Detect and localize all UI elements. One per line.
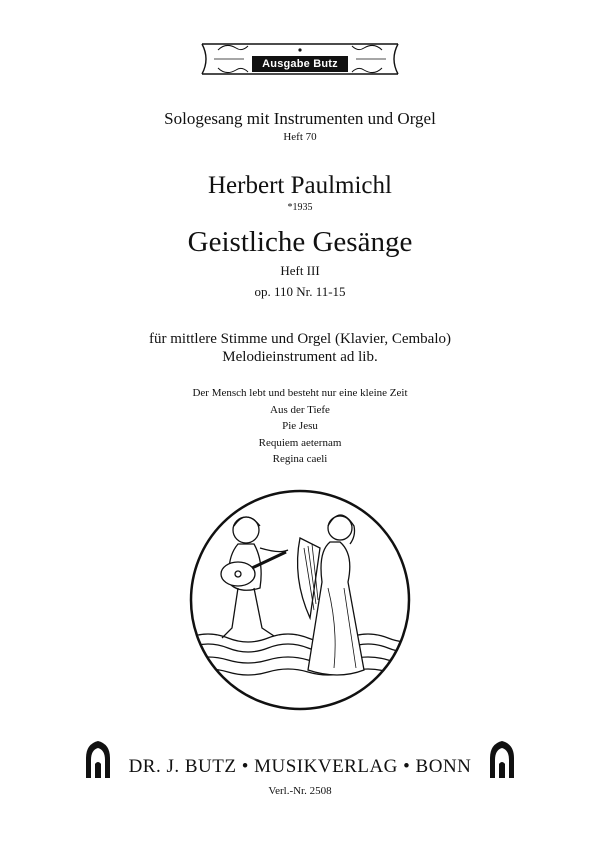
- contents-list: [0, 385, 600, 468]
- contents-item: Pie Jesu: [282, 420, 318, 432]
- banner-label: Ausgabe Butz: [252, 56, 348, 72]
- scoring-line: für mittlere Stimme und Orgel (Klavier, Cembalo): [149, 331, 451, 347]
- series-volume: Heft 70: [283, 131, 317, 143]
- opus-number: op. 110 Nr. 11-15: [254, 284, 346, 299]
- catalog-number: Verl.-Nr. 2508: [268, 785, 332, 797]
- publisher-line: DR. J. BUTZ • MUSIKVERLAG • BONN: [128, 756, 472, 777]
- composer-dates: *1935: [287, 202, 313, 213]
- contents-item: Aus der Tiefe: [270, 403, 330, 416]
- work-title: Geistliche Gesänge: [187, 226, 413, 258]
- composer-name: Herbert Paulmichl: [208, 172, 392, 199]
- series-title: Sologesang mit Instrumenten und Orgel: [164, 109, 436, 128]
- contents-item: Der Mensch lebt und besteht nur eine kleine Zeit: [192, 387, 408, 399]
- contents-item: Regina caeli: [272, 453, 328, 465]
- work-volume: Heft III: [280, 263, 320, 278]
- instrument-line: Melodieinstrument ad lib.: [222, 349, 378, 365]
- medieval-musicians-illustration: [188, 488, 412, 712]
- contents-item: Requiem aeternam: [258, 436, 342, 449]
